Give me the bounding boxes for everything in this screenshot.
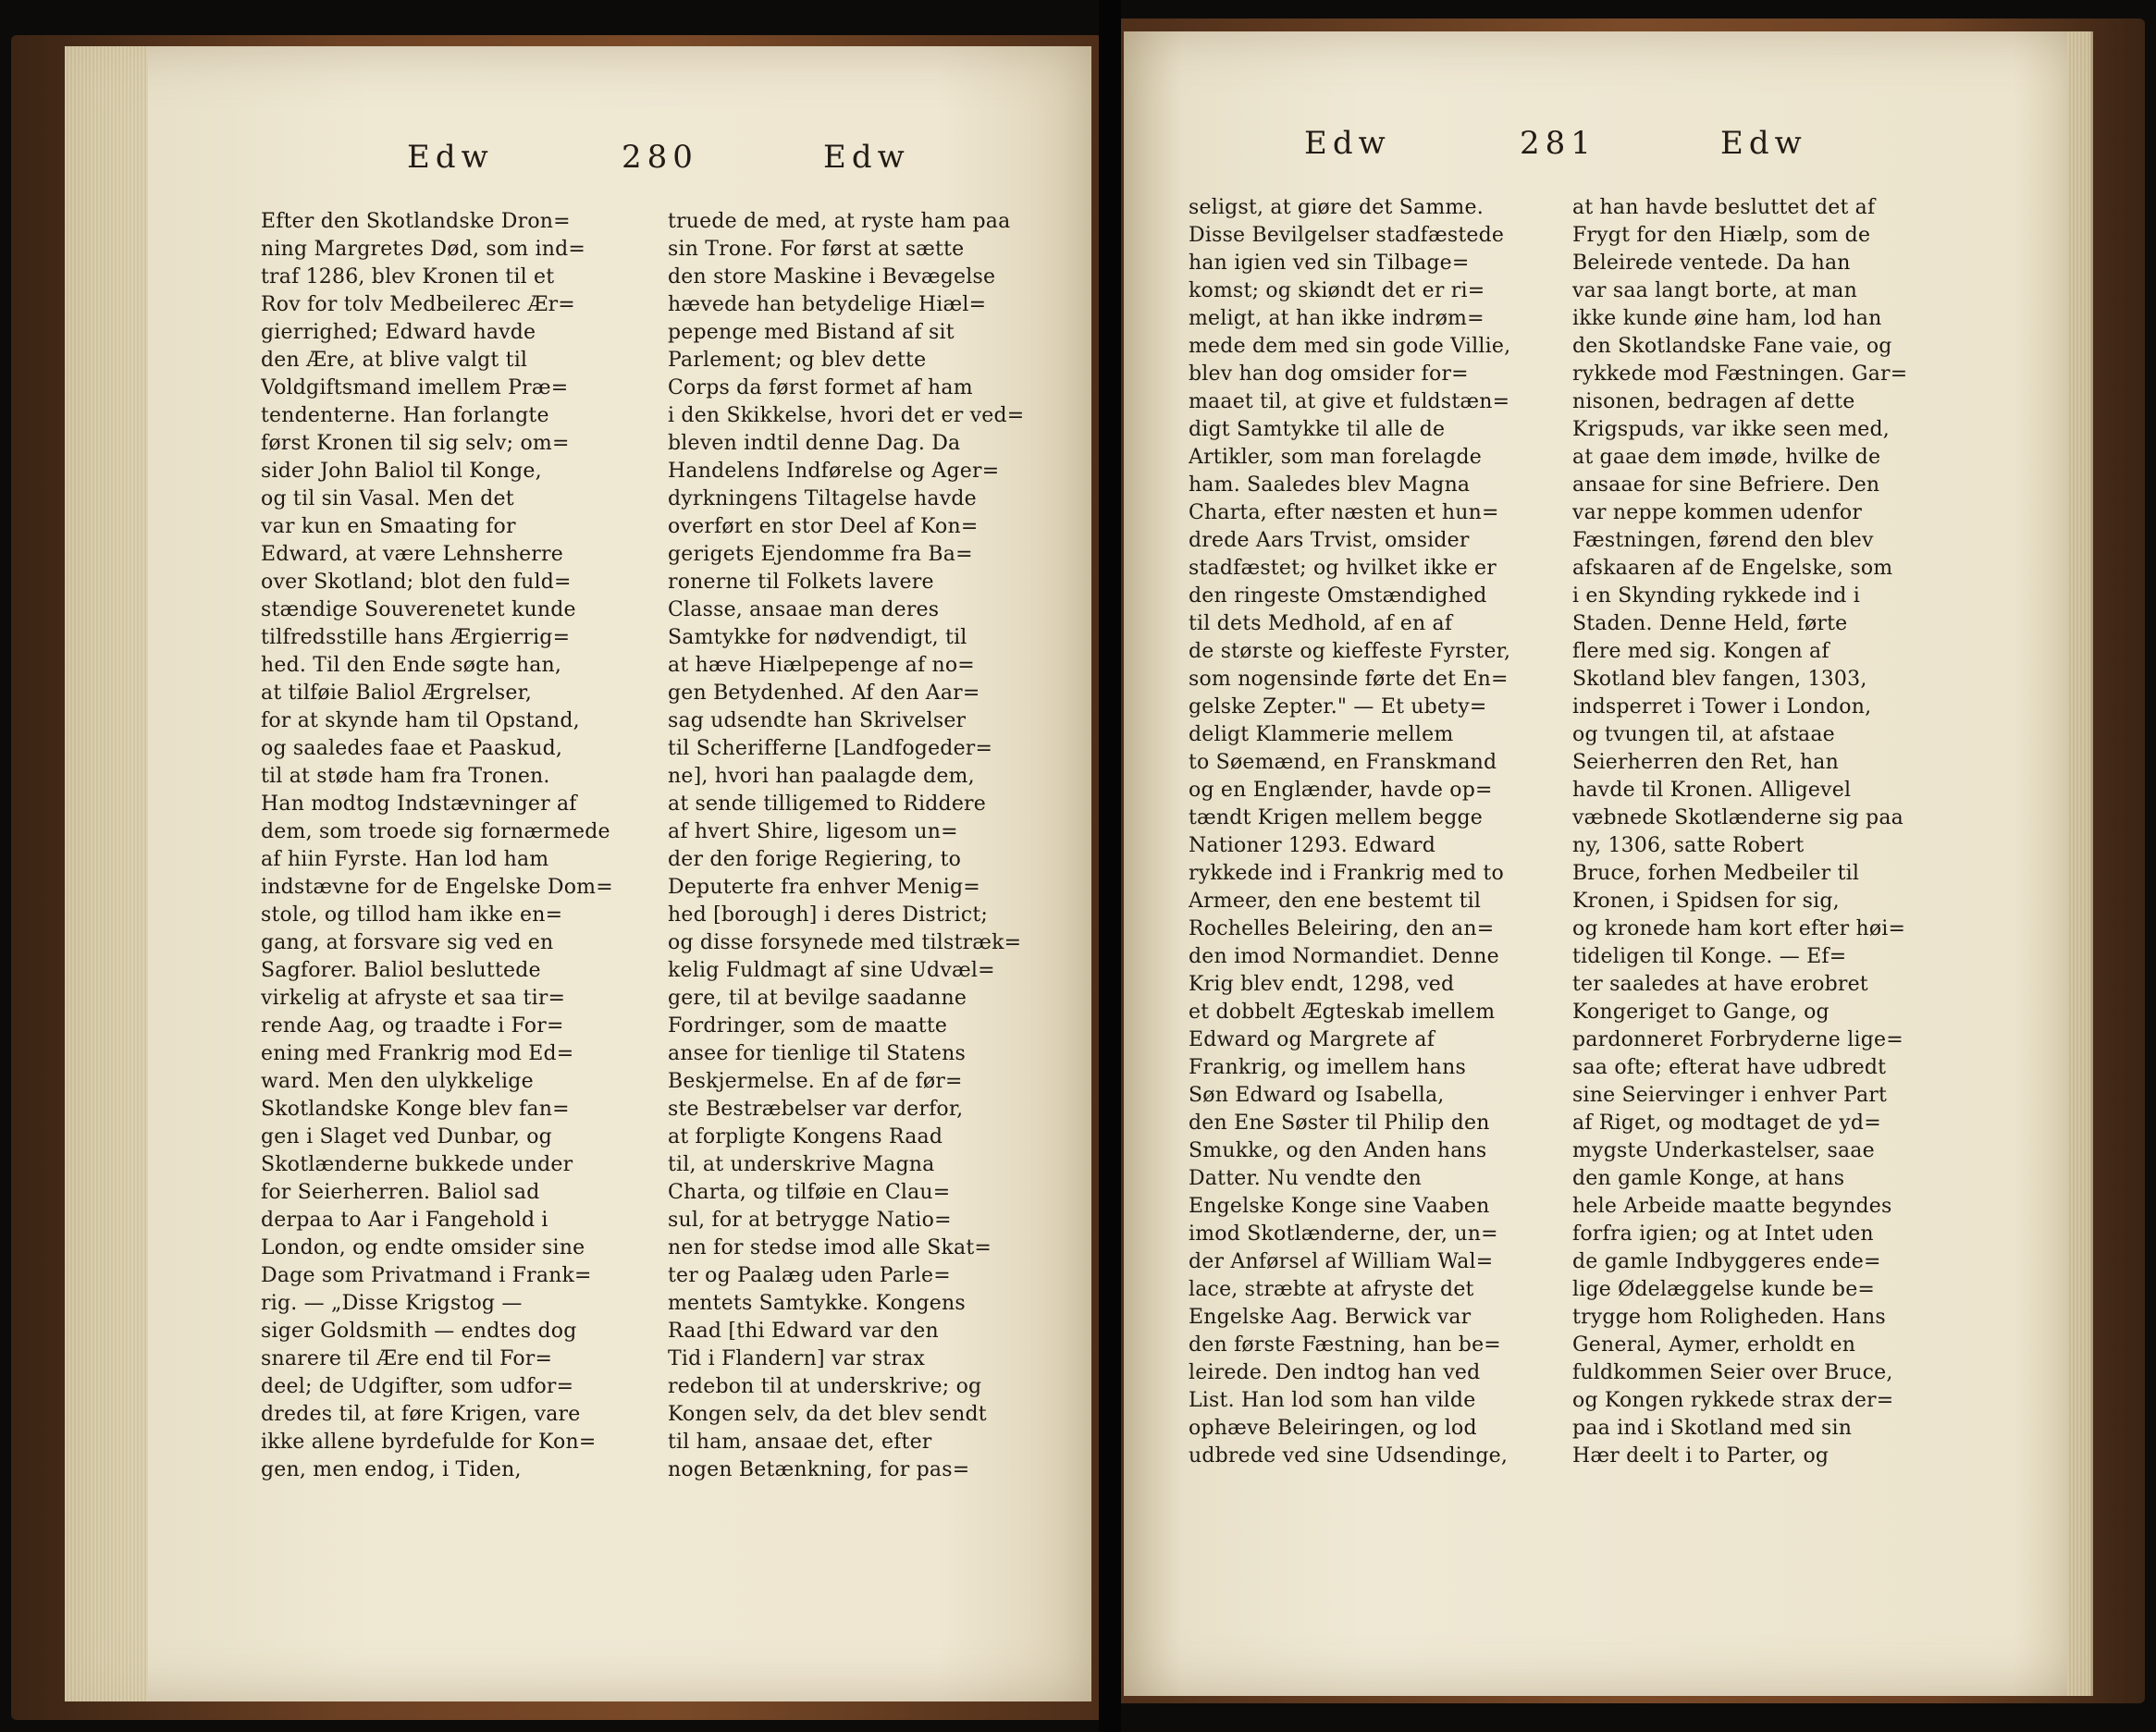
text-line: drede Aars Trvist, omsider: [1189, 529, 1470, 552]
text-line: Corps da først formet af ham: [668, 376, 973, 399]
text-line: at hæve Hiælpepenge af no=: [668, 654, 975, 677]
text-line: var kun en Smaating for: [261, 515, 516, 538]
text-line: London, og endte omsider sine: [261, 1236, 585, 1259]
text-line: flere med sig. Kongen af: [1572, 640, 1830, 663]
text-line: bleven indtil denne Dag. Da: [668, 432, 961, 455]
text-line: sider John Baliol til Konge,: [261, 460, 542, 483]
text-line: Kronen, i Spidsen for sig,: [1572, 890, 1840, 913]
text-line: virkelig at afryste et saa tir=: [261, 987, 566, 1010]
text-line: og kronede ham kort efter høi=: [1572, 917, 1906, 940]
text-line: den første Fæstning, han be=: [1189, 1333, 1501, 1357]
gutter: [1099, 0, 1121, 1732]
text-line: meligt, at han ikke indrøm=: [1189, 307, 1485, 330]
text-line: Kongen selv, da det blev sendt: [668, 1403, 987, 1426]
text-line: Classe, ansaae man deres: [668, 598, 940, 621]
text-line: pardonneret Forbryderne lige=: [1572, 1028, 1903, 1051]
text-line: Raad [thi Edward var den: [668, 1320, 939, 1343]
text-line: rig. — „Disse Krigstog —: [261, 1292, 523, 1315]
text-line: dyrkningens Tiltagelse havde: [668, 487, 977, 510]
text-line: Hær deelt i to Parter, og: [1572, 1444, 1830, 1468]
text-line: Rochelles Beleiring, den an=: [1189, 917, 1495, 940]
text-line: Smukke, og den Anden hans: [1189, 1139, 1487, 1162]
text-line: af hiin Fyrste. Han lod ham: [261, 848, 549, 871]
text-line: sine Seiervinger i enhver Part: [1572, 1084, 1888, 1107]
text-line: til ham, ansaae det, efter: [668, 1431, 932, 1454]
text-line: pepenge med Bistand af sit: [668, 321, 955, 344]
text-line: afskaaren af de Engelske, som: [1572, 557, 1893, 580]
text-line: sul, for at betrygge Natio=: [668, 1209, 952, 1232]
text-line: at sende tilligemed to Riddere: [668, 792, 986, 816]
text-line: i den Skikkelse, hvori det er ved=: [668, 404, 1025, 427]
text-line: af hvert Shire, ligesom un=: [668, 820, 958, 843]
text-line: Parlement; og blev dette: [668, 349, 927, 372]
text-line: dem, som troede sig fornærmede: [261, 820, 610, 843]
left-running-head-left: Edw: [407, 139, 494, 176]
text-line: ward. Men den ulykkelige: [261, 1070, 534, 1093]
text-line: mentets Samtykke. Kongens: [668, 1292, 966, 1315]
text-line: den gamle Konge, at hans: [1572, 1167, 1845, 1190]
text-line: Søn Edward og Isabella,: [1189, 1084, 1445, 1107]
text-line: væbnede Skotlænderne sig paa: [1572, 806, 1903, 829]
text-line: komst; og skiøndt det er ri=: [1189, 279, 1485, 302]
text-line: Disse Bevilgelser stadfæstede: [1189, 224, 1505, 247]
text-line: Skotlænderne bukkede under: [261, 1153, 573, 1176]
text-line: digt Samtykke til alle de: [1189, 418, 1446, 441]
right-page-column-2: [1572, 194, 1947, 1470]
text-line: Dage som Privatmand i Frank=: [261, 1264, 592, 1287]
text-line: Engelske Aag. Berwick var: [1189, 1306, 1472, 1329]
text-line: to Søemænd, en Franskmand: [1189, 751, 1497, 774]
left-page-column-1: [261, 208, 635, 1484]
text-line: at forpligte Kongens Raad: [668, 1125, 943, 1149]
text-line: og Kongen rykkede strax der=: [1572, 1389, 1894, 1412]
text-line: Skotlandske Konge blev fan=: [261, 1098, 570, 1121]
text-line: Edward og Margrete af: [1189, 1028, 1435, 1051]
text-line: stadfæstet; og hvilket ikke er: [1189, 557, 1497, 580]
text-line: blev han dog omsider for=: [1189, 362, 1469, 386]
text-line: hævede han betydelige Hiæl=: [668, 293, 987, 316]
text-line: ophæve Beleiringen, og lod: [1189, 1417, 1477, 1440]
text-line: Handelens Indførelse og Ager=: [668, 460, 1000, 483]
text-line: ny, 1306, satte Robert: [1572, 834, 1805, 857]
right-running-head-right: Edw: [1720, 125, 1807, 162]
text-line: gere, til at bevilge saadanne: [668, 987, 967, 1010]
text-line: ikke allene byrdefulde for Kon=: [261, 1431, 597, 1454]
text-line: den imod Normandiet. Denne: [1189, 945, 1499, 968]
text-line: og disse forsynede med tilstræk=: [668, 931, 1022, 954]
text-line: Voldgiftsmand imellem Præ=: [261, 376, 569, 399]
text-line: maaet til, at give et fuldstæn=: [1189, 390, 1510, 413]
text-line: over Skotland; blot den fuld=: [261, 571, 572, 594]
text-line: Nationer 1293. Edward: [1189, 834, 1436, 857]
text-line: Bruce, forhen Medbeiler til: [1572, 862, 1860, 885]
text-line: den Ære, at blive valgt til: [261, 349, 528, 372]
text-line: var saa langt borte, at man: [1572, 279, 1857, 302]
text-line: Tid i Flandern] var strax: [668, 1347, 925, 1370]
text-line: ning Margretes Død, som ind=: [261, 238, 586, 261]
text-line: i en Skynding rykkede ind i: [1572, 584, 1861, 608]
text-line: Frygt for den Hiælp, som de: [1572, 224, 1871, 247]
text-line: tendenterne. Han forlangte: [261, 404, 549, 427]
text-line: tændt Krigen mellem begge: [1189, 806, 1483, 829]
text-line: ronerne til Folkets lavere: [668, 571, 934, 594]
text-line: Efter den Skotlandske Dron=: [261, 210, 571, 233]
left-page-number: 280: [622, 139, 698, 176]
text-line: til at støde ham fra Tronen.: [261, 765, 550, 788]
text-line: Sagforer. Baliol besluttede: [261, 959, 541, 982]
text-line: hed [borough] i deres District;: [668, 903, 989, 927]
text-line: udbrede ved sine Udsendinge,: [1189, 1444, 1509, 1468]
text-line: tilfredsstille hans Ærgierrig=: [261, 626, 571, 649]
text-line: Frankrig, og imellem hans: [1189, 1056, 1466, 1079]
text-line: og tvungen til, at afstaae: [1572, 723, 1835, 746]
text-line: derpaa to Aar i Fangehold i: [261, 1209, 548, 1232]
text-line: rykkede ind i Frankrig med to: [1189, 862, 1504, 885]
text-line: lige Ødelæggelse kunde be=: [1572, 1278, 1876, 1301]
text-line: de gamle Indbyggeres endе=: [1572, 1250, 1881, 1273]
text-line: ste Bestræbelser var derfor,: [668, 1098, 964, 1121]
text-line: og saaledes faae et Paaskud,: [261, 737, 563, 760]
text-line: nisonen, bedragen af dette: [1572, 390, 1855, 413]
text-line: Beleirede ventede. Da han: [1572, 252, 1851, 275]
text-line: og til sin Vasal. Men det: [261, 487, 514, 510]
text-line: paa ind i Skotland med sin: [1572, 1417, 1853, 1440]
text-line: traf 1286, blev Kronen til et: [261, 265, 555, 289]
text-line: deligt Klammerie mellem: [1189, 723, 1454, 746]
text-line: Staden. Denne Held, førte: [1572, 612, 1848, 635]
text-line: tideligen til Konge. — Ef=: [1572, 945, 1847, 968]
text-line: for Seierherren. Baliol sad: [261, 1181, 540, 1204]
text-line: leirede. Den indtog han ved: [1189, 1361, 1481, 1384]
text-line: dredes til, at føre Krigen, vare: [261, 1403, 581, 1426]
left-page-edges: [65, 46, 148, 1701]
text-line: først Kronen til sig selv; om=: [261, 432, 570, 455]
text-line: gen i Slaget ved Dunbar, og: [261, 1125, 552, 1149]
left-page-column-2: [668, 208, 1042, 1484]
text-line: Skotland blev fangen, 1303,: [1572, 668, 1867, 691]
text-line: lace, stræbte at afryste det: [1189, 1278, 1474, 1301]
text-line: Krigspuds, var ikke seen med,: [1572, 418, 1890, 441]
text-line: Samtykke for nødvendigt, til: [668, 626, 967, 649]
text-line: som nogensinde førte det En=: [1189, 668, 1509, 691]
text-line: gen, men endog, i Tiden,: [261, 1458, 522, 1481]
text-line: List. Han lod som han vilde: [1189, 1389, 1476, 1412]
text-line: ening med Frankrig mod Ed=: [261, 1042, 574, 1065]
text-line: af Riget, og modtaget de yd=: [1572, 1112, 1881, 1135]
text-line: Datter. Nu vendte den: [1189, 1167, 1422, 1190]
text-line: nen for stedse imod alle Skat=: [668, 1236, 992, 1259]
text-line: Deputerte fra enhver Menig=: [668, 876, 980, 899]
text-line: snarere til Ære end til For=: [261, 1347, 553, 1370]
text-line: han igien ved sin Tilbage=: [1189, 252, 1470, 275]
text-line: Armeer, den ene bestemt til: [1189, 890, 1482, 913]
text-line: gang, at forsvare sig ved en: [261, 931, 554, 954]
text-line: ter og Paalæg uden Parle=: [668, 1264, 951, 1287]
text-line: Seierherren den Ret, han: [1572, 751, 1839, 774]
text-line: trygge hom Roligheden. Hans: [1572, 1306, 1886, 1329]
text-line: General, Aymer, erholdt en: [1572, 1333, 1856, 1357]
text-line: Beskjermelse. En af de før=: [668, 1070, 963, 1093]
right-page-edges: [2067, 31, 2093, 1696]
text-line: Engelske Konge sine Vaaben: [1189, 1195, 1490, 1218]
text-line: stændige Souverenetet kunde: [261, 598, 576, 621]
text-line: Han modtog Indstævninger af: [261, 792, 577, 816]
text-line: mygste Underkastelser, saae: [1572, 1139, 1875, 1162]
right-page-number: 281: [1520, 125, 1596, 162]
text-line: hele Arbeide maatte begyndes: [1572, 1195, 1892, 1218]
text-line: nogen Betænkning, for pas=: [668, 1458, 970, 1481]
text-line: hed. Til den Ende søgte han,: [261, 654, 562, 677]
text-line: indstævne for de Engelske Dom=: [261, 876, 613, 899]
text-line: var neppe kommen udenfor: [1572, 501, 1863, 524]
text-line: siger Goldsmith — endtes dog: [261, 1320, 577, 1343]
text-line: Artikler, som man forelagde: [1189, 446, 1482, 469]
text-line: ham. Saaledes blev Magna: [1189, 473, 1471, 497]
text-line: truede de med, at ryste ham paa: [668, 210, 1011, 233]
text-line: redebon til at underskrive; og: [668, 1375, 982, 1398]
text-line: fuldkommen Seier over Bruce,: [1572, 1361, 1893, 1384]
text-line: Edward, at være Lehnsherre: [261, 543, 563, 566]
text-line: for at skynde ham til Opstand,: [261, 709, 580, 732]
text-line: den ringeste Omstændighed: [1189, 584, 1487, 608]
text-line: den Skotlandske Fane vaie, og: [1572, 335, 1892, 358]
text-line: ne], hvori han paalagde dem,: [668, 765, 975, 788]
text-line: at tilføie Baliol Ærgrelser,: [261, 682, 533, 705]
text-line: rykkede mod Fæstningen. Gar=: [1572, 362, 1908, 386]
text-line: ansee for tienlige til Statens: [668, 1042, 966, 1065]
text-line: imod Skotlænderne, der, un=: [1189, 1222, 1498, 1246]
text-line: at gaae dem imøde, hvilke de: [1572, 446, 1881, 469]
left-running-head-right: Edw: [823, 139, 910, 176]
text-line: saa ofte; efterat have udbredt: [1572, 1056, 1887, 1079]
text-line: Charta, efter næsten et hun=: [1189, 501, 1499, 524]
text-line: der den forige Regiering, to: [668, 848, 962, 871]
text-line: ikke kunde øine ham, lod han: [1572, 307, 1882, 330]
text-line: sag udsendte han Skrivelser: [668, 709, 967, 732]
text-line: til dets Medhold, af en af: [1189, 612, 1453, 635]
text-line: at han havde besluttet det af: [1572, 196, 1876, 219]
text-line: Rov for tolv Medbeilerес Ær=: [261, 293, 575, 316]
text-line: stole, og tillod ham ikke en=: [261, 903, 563, 927]
text-line: gierrighed; Edward havde: [261, 321, 536, 344]
text-line: gerigets Ejendomme fra Ba=: [668, 543, 973, 566]
text-line: de største og kieffeste Fyrster,: [1189, 640, 1511, 663]
text-line: Fordringer, som de maatte: [668, 1014, 948, 1038]
right-running-head-left: Edw: [1304, 125, 1391, 162]
text-line: et dobbelt Ægteskab imellem: [1189, 1001, 1496, 1024]
text-line: kelig Fuldmagt af sine Udvæl=: [668, 959, 995, 982]
text-line: til, at underskrive Magna: [668, 1153, 935, 1176]
text-line: Fæstningen, førend den blev: [1572, 529, 1874, 552]
text-line: havde til Kronen. Alligevel: [1572, 779, 1852, 802]
text-line: ter saaledes at have erobret: [1572, 973, 1868, 996]
text-line: sin Trone. For først at sætte: [668, 238, 965, 261]
text-line: mede dem med sin gode Villie,: [1189, 335, 1511, 358]
text-line: deel; de Udgifter, som udfor=: [261, 1375, 574, 1398]
text-line: der Anførsel af William Wal=: [1189, 1250, 1494, 1273]
text-line: Krig blev endt, 1298, ved: [1189, 973, 1455, 996]
text-line: og en Englænder, havde op=: [1189, 779, 1493, 802]
text-line: rende Aag, og traadte i For=: [261, 1014, 564, 1038]
text-line: den store Maskine i Bevægelse: [668, 265, 996, 289]
text-line: forfra igien; og at Intet uden: [1572, 1222, 1874, 1246]
text-line: den Ene Søster til Philip den: [1189, 1112, 1490, 1135]
text-line: ansaae for sine Befriere. Den: [1572, 473, 1880, 497]
text-line: til Scherifferne [Landfogeder=: [668, 737, 993, 760]
text-line: gelske Zepter." — Et ubety=: [1189, 695, 1487, 719]
text-line: overført en stor Deel af Kon=: [668, 515, 979, 538]
text-line: gen Betydenhed. Af den Aar=: [668, 682, 980, 705]
text-line: seligst, at giøre det Samme.: [1189, 196, 1484, 219]
text-line: indsperret i Tower i London,: [1572, 695, 1872, 719]
text-line: Charta, og tilføie en Clau=: [668, 1181, 951, 1204]
text-line: Kongeriget to Gange, og: [1572, 1001, 1830, 1024]
right-page-column-1: [1189, 194, 1563, 1470]
